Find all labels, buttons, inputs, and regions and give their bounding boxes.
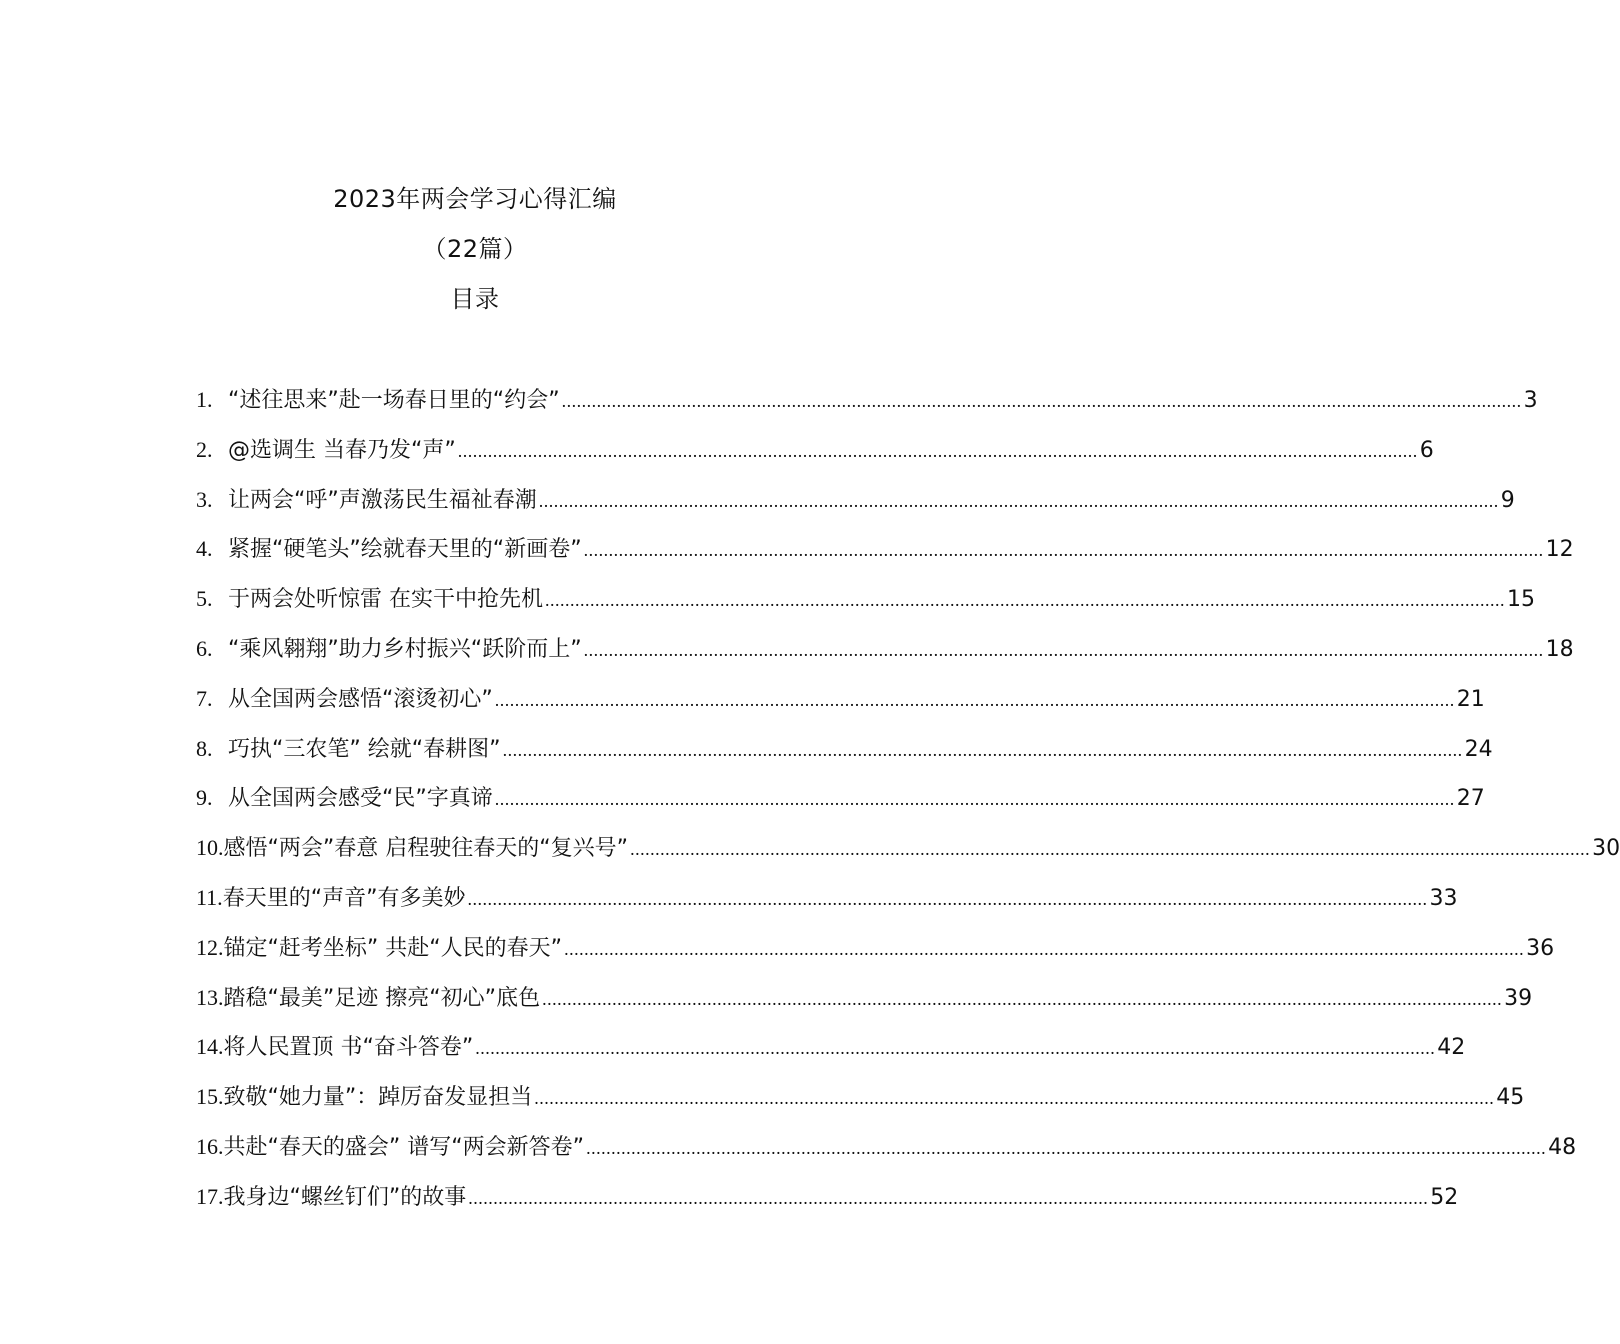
toc-entry-number: 3. [196,486,213,512]
toc-entry[interactable] [196,978,1533,1028]
toc-entry[interactable] [196,878,1458,928]
toc-dot-leader [534,1078,1494,1118]
toc-entry-number: 12. [196,934,224,960]
toc-dot-leader [586,1128,1546,1168]
toc-entry-number: 8. [196,735,213,761]
toc-entry-number: 11. [196,884,223,910]
toc-entry[interactable] [196,729,1493,779]
toc-dot-leader [467,879,1427,919]
toc-dot-leader [495,680,1455,720]
toc-entry-page-number: 9 [1500,487,1515,513]
toc-dot-leader [584,630,1544,670]
toc-dot-leader [562,381,1522,421]
toc-entry[interactable] [196,1077,1525,1127]
toc-entry-number: 9. [196,785,213,811]
toc-entry-title: 于两会处听惊雷 在实干中抢先机 [228,587,543,613]
toc-entry-page-number: 30 [1592,836,1620,862]
toc-dot-leader [495,779,1455,819]
toc-entry-page-number: 6 [1419,437,1434,463]
toc-entry-number: 4. [196,536,213,562]
toc-entry-page-number: 3 [1523,388,1538,413]
toc-entry-title: 春天里的“声音”有多美妙 [222,885,466,911]
toc-entry-title: 巧执“三农笔” 绘就“春耕图” [228,736,501,762]
toc-entry[interactable] [196,928,1555,978]
toc-entry[interactable] [196,1127,1577,1177]
toc-entry-number: 14. [196,1034,224,1060]
toc-entry[interactable] [196,828,1620,878]
toc-entry-number: 2. [196,436,213,462]
toc-entry-page-number: 27 [1456,786,1485,812]
toc-entry-page-number: 42 [1437,1035,1466,1061]
toc-entry-number: 1. [196,387,213,412]
toc-entry-page-number: 18 [1545,636,1574,662]
toc-dot-leader [458,431,1418,471]
toc-dot-leader [584,530,1544,570]
toc-dot-leader [475,1028,1435,1068]
toc-dot-leader [503,730,1463,770]
toc-entry-title: “乘风翱翔”助力乡村振兴“跃阶而上” [228,636,582,662]
toc-entry-page-number: 48 [1548,1134,1577,1160]
toc-entry-title: 我身边“螺丝钉们”的故事 [223,1184,467,1210]
toc-entry-title: 锚定“赶考坐标” 共赴“人民的春天” [223,935,563,961]
toc-entry-page-number: 45 [1496,1085,1525,1111]
toc-entry[interactable] [196,629,1574,679]
toc-entry[interactable] [196,1027,1466,1077]
toc-entry-page-number: 12 [1545,537,1574,563]
toc-entry-number: 16. [196,1133,224,1159]
toc-entry[interactable] [196,579,1535,629]
toc-entry-number: 15. [196,1084,224,1110]
toc-entry[interactable] [196,1177,1459,1227]
toc-entry[interactable] [196,430,1434,480]
toc-entry-page-number: 33 [1429,885,1458,911]
toc-entry[interactable] [196,529,1574,579]
toc-entry-title: 共赴“春天的盛会” 谱写“两会新答卷” [223,1134,585,1160]
toc-entry[interactable] [196,778,1485,828]
toc-entry-title: 从全国两会感受“民”字真谛 [228,786,493,812]
toc-entry-title: 感悟“两会”春意 启程驶往春天的“复兴号” [223,836,629,862]
toc-entry-number: 17. [196,1183,224,1209]
toc-entry-number: 5. [196,586,213,612]
toc-dot-leader [539,481,1499,521]
toc-entry-title: 让两会“呼”声激荡民生福祉春潮 [228,487,537,513]
toc-entry-page-number: 52 [1430,1184,1459,1210]
toc-entry[interactable] [196,380,1538,430]
toc-entry-page-number: 15 [1507,587,1535,613]
toc-dot-leader [468,1178,1428,1218]
document-subtitle: （22篇） [422,235,528,263]
toc-entry-page-number: 36 [1526,935,1555,961]
toc-entry[interactable] [196,480,1515,530]
toc-dot-leader [564,929,1524,969]
toc-entry-title: 踏稳“最美”足迹 擦亮“初心”底色 [223,985,541,1011]
toc-entry-number: 13. [196,984,224,1010]
toc-dot-leader [545,580,1505,620]
toc-entry-page-number: 24 [1464,736,1493,762]
toc-entry-number: 6. [196,635,213,661]
toc-dot-leader [542,979,1502,1019]
toc-entry-title: “述往思来”赴一场春日里的“约会” [228,388,560,413]
toc-entry-page-number: 39 [1504,985,1533,1011]
toc-entry-number: 10. [196,835,224,861]
document-title: 2023年两会学习心得汇编 [333,185,617,213]
toc-heading: 目录 [450,285,500,313]
toc-entry-number: 7. [196,685,213,711]
toc-entry-title: @选调生 当春乃发“声” [228,437,456,463]
toc-entry-title: 致敬“她力量”：踔厉奋发显担当 [223,1085,533,1111]
table-of-contents [196,380,1620,1227]
toc-entry[interactable] [196,679,1485,729]
toc-entry-title: 将人民置顶 书“奋斗答卷” [223,1035,474,1061]
toc-dot-leader [630,829,1590,869]
toc-entry-title: 从全国两会感悟“滚烫初心” [228,686,493,712]
toc-entry-page-number: 21 [1456,686,1485,712]
toc-entry-title: 紧握“硬笔头”绘就春天里的“新画卷” [228,537,582,563]
